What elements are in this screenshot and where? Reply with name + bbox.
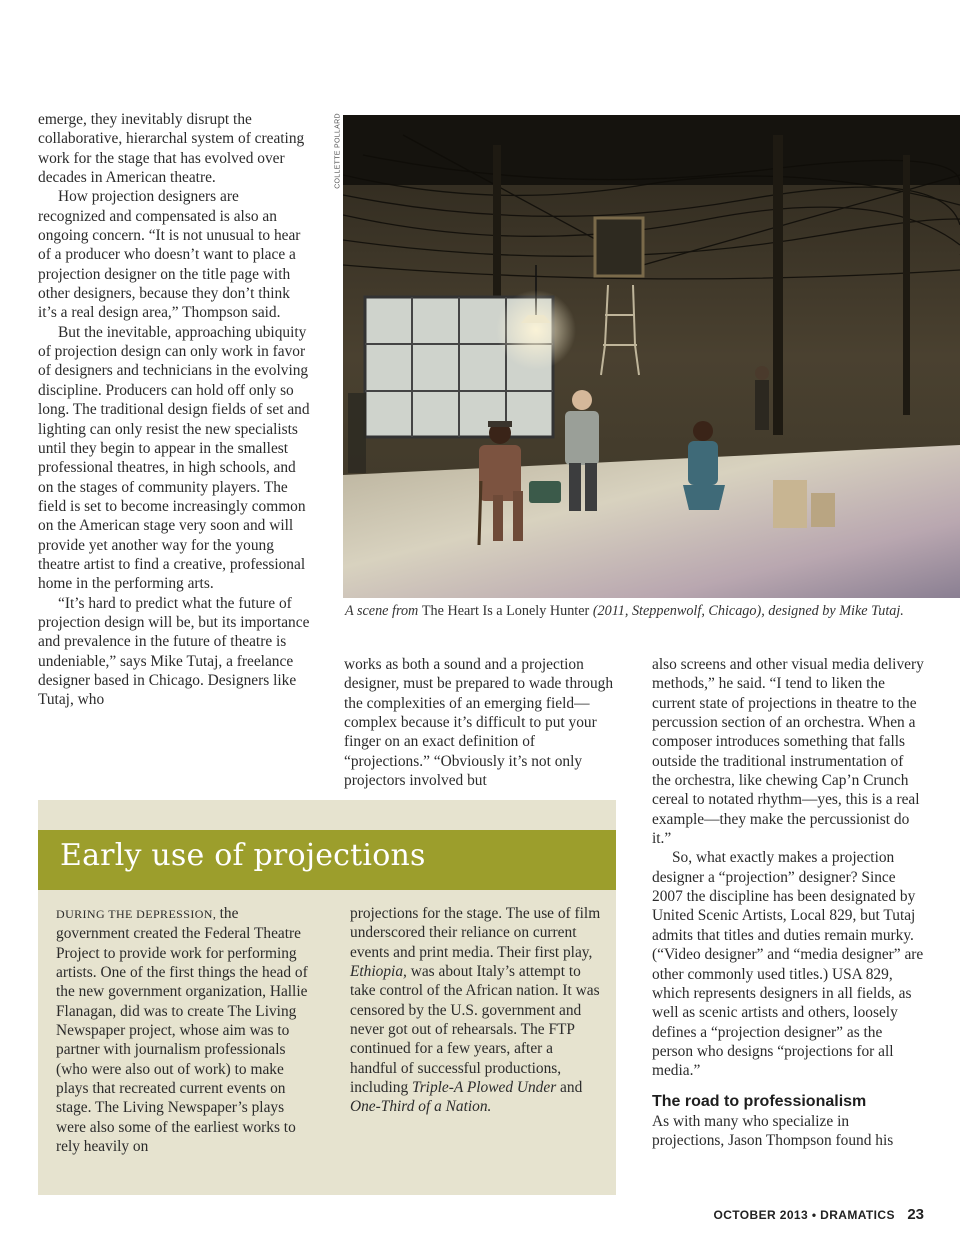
sidebar-title-band [38, 830, 616, 890]
caption-rest: (2011, Steppenwolf, Chicago), designed by Mike Tutaj. [592, 603, 904, 619]
sidebar-play-2: Triple-A Plowed Under [411, 1079, 561, 1097]
page-footer [713, 1206, 924, 1224]
footer-magazine: OCTOBER 2013 • DRAMATICS [713, 1208, 895, 1222]
left-column [38, 110, 310, 710]
right-paragraph-3: As with many who specialize in projections, Jason Thompson found his [652, 1112, 894, 1150]
caption-title: The Heart Is a Lonely Hunter [421, 603, 593, 619]
sidebar-play-1: Ethiopia, [350, 963, 411, 981]
sidebar-right-text-3: and [560, 1079, 583, 1097]
page-number: 23 [907, 1206, 924, 1223]
photo-caption [345, 602, 935, 620]
caption-lead: A scene from [345, 603, 422, 619]
stage-photo [343, 115, 960, 598]
section-subhead: The road to professionalism [652, 1092, 867, 1110]
sidebar-box [38, 800, 616, 1195]
sidebar-play-3: One-Third of a Nation. [350, 1098, 492, 1116]
right-paragraph-1: also screens and other visual media delivery methods,” he said. “I tend to liken the current state of projections in theatre to the percussion section of an orchestra. When a composer introduces something that falls outside the traditional instrumentation of the orchestra, like chewing Cap’n Crunch cereal to notated rhythm—yes, this is a real example—they make the percussionist do it.” [652, 656, 924, 848]
sidebar-left-column [56, 904, 312, 1156]
left-paragraph-2: How projection designers are recognized and compensated is also an ongoing concern. “It is not unusual to hear of a producer who doesn’t want to place a projection designer on the title page with other designers, because they don’t think it’s a real design area,” Thompson said. [38, 188, 301, 322]
sidebar-right-text-2: was about Italy’s attempt to take control of the African nation. It was censored by the U.S. government and never got out of rehearsals. The FTP continued for a few years, after a handful of successful productions, including [350, 963, 600, 1097]
stage-photo-illustration [343, 115, 960, 598]
sidebar-lead-caps: DURING THE DEPRESSION, [56, 907, 220, 921]
right-paragraph-2: So, what exactly makes a projection designer a “projection” designer? Since 2007 the discipline has been designated by United Scenic Artists, Local 829, but Tutaj admits that titles and duties remain murky. (“Video designer” and “media designer” are other commonly used titles.) USA 829, which represents designers in all fields, as well as scenic artists and others, loosely defines a “projection designer” as the person who designs “projections for all media.” [652, 849, 924, 1080]
left-paragraph-1: emerge, they inevitably disrupt the collaborative, hierarchal system of creating work for the stage that has evolved over decades in American theatre. [38, 111, 305, 187]
middle-column [344, 655, 616, 790]
mid-paragraph-1: works as both a sound and a projection designer, must be prepared to wade through the complexities of an emerging field—complex because it’s difficult to put your finger on an exact definition of “projections.” “Obviously it’s not only projectors involved but [344, 656, 614, 790]
left-paragraph-3: But the inevitable, approaching ubiquity of projection design can only work in favor of designers and technicians in the evolving discipline. Producers can hold off only so long. The traditional design fields of set and lighting can only resist the new specialists until they begin to appear in the smallest professional theatres, in high schools, and on the stages of community players. The field is set to become increasingly common on the American stage very soon and will provide yet another way for the young theatre artist to find a creative, professional home in the performing arts. [38, 323, 310, 593]
sidebar-left-text: the government created the Federal Theatre Project to provide work for performing artists. One of the first things the head of the new government organization, Hallie Flanagan, did was to create The Living Newspaper project, whose aim was to partner with journalism professionals (who were also out of work) to make plays that recreated current events on stage. The Living Newspaper’s plays were also some of the earliest works to rely heavily on [56, 905, 308, 1156]
photo-credit-text: COLLETTE POLLARD [334, 113, 342, 189]
sidebar-right-text-1: projections for the stage. The use of film underscored their reliance on current events and print media. Their first play, [350, 905, 601, 961]
sidebar-right-column [350, 904, 602, 1117]
left-paragraph-4: “It’s hard to predict what the future of projection design will be, but its importance and prevalence in the future of theatre is undeniable,” says Mike Tutaj, a freelance designer based in Chicago. Designers like Tutaj, who [38, 594, 310, 709]
photo-credit [333, 115, 343, 187]
right-column [652, 655, 924, 1151]
sidebar-title: Early use of projections [60, 838, 426, 873]
